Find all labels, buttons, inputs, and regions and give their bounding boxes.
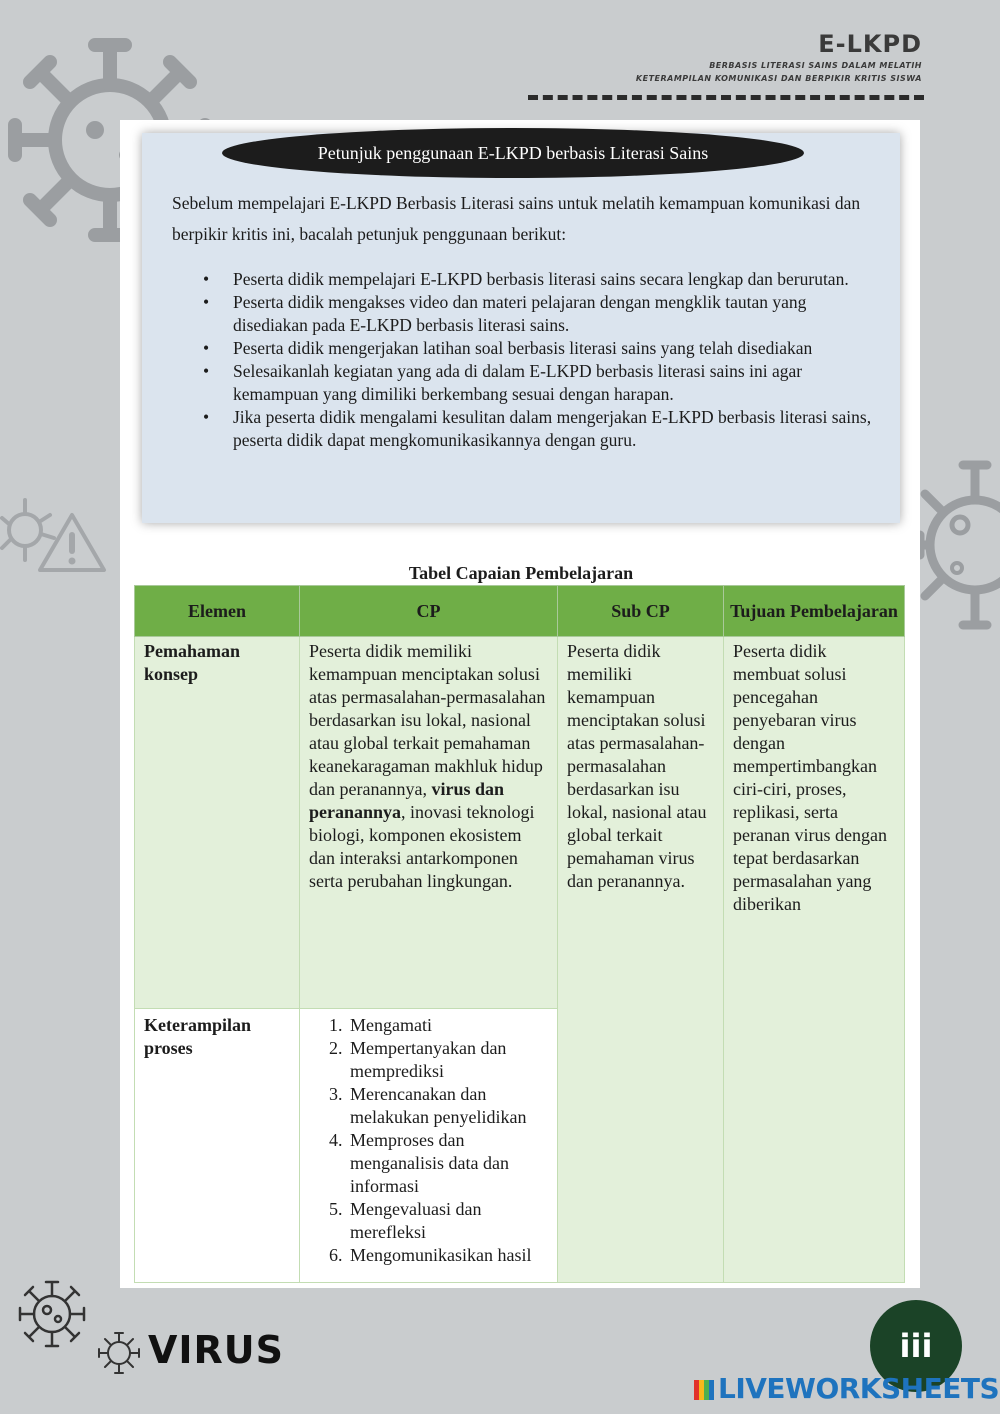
process-step: 3. Merencanakan dan melakukan penyelidikan: [347, 1083, 549, 1129]
tujuan-cell: Peserta didik membuat solusi pencegahan penyebaran virus dengan mempertimbangkan ciri-ciri, proses, replikasi, serta peranan virus dengan tepat berdasarkan permasalahan yang diberikan: [724, 637, 905, 1283]
liveworksheets-watermark: [694, 1372, 999, 1405]
process-steps-list: [309, 1014, 549, 1267]
elemen-label: Pemahaman konsep: [144, 641, 240, 684]
cp-text-part2: , inovasi teknologi biologi, komponen ekosistem dan interaksi antarkomponen serta perubahan lingkungan.: [309, 802, 535, 891]
brand-title: E-LKPD: [818, 30, 922, 58]
capaian-table: [134, 585, 905, 1283]
header-elemen: Elemen: [135, 586, 300, 637]
header-dashed-divider: [528, 95, 924, 100]
instruction-item: • Peserta didik mengakses video dan materi pelajaran dengan mengklik tautan yang disediakan pada E-LKPD berbasis literasi sains.: [233, 291, 878, 337]
virus-label: VIRUS: [148, 1328, 285, 1372]
process-step: 2. Mempertanyakan dan memprediksi: [347, 1037, 549, 1083]
instructions-list: [233, 268, 878, 452]
instruction-item: • Jika peserta didik mengalami kesulitan dalam mengerjakan E-LKPD berbasis literasi sains, peserta didik dapat mengkomunikasikannya dengan guru.: [233, 406, 878, 452]
brand-subtitle-line1: BERBASIS LITERASI SAINS DALAM MELATIH: [709, 61, 922, 70]
process-step: 6. Mengomunikasikan hasil: [347, 1244, 549, 1267]
virus-decoration-right-icon: [915, 450, 1000, 640]
instructions-intro: Sebelum mempelajari E-LKPD Berbasis Literasi sains untuk melatih kemampuan komunikasi dan berpikir kritis ini, bacalah petunjuk penggunaan berikut:: [172, 193, 861, 244]
virus-outline-icon-small: [96, 1330, 142, 1376]
cp-cell: [300, 637, 558, 1009]
virus-outline-icon-large: [14, 1276, 90, 1352]
elemen-label: Keterampilan proses: [144, 1015, 251, 1058]
watermark-text: LIVEWORKSHEETS: [718, 1372, 1000, 1405]
elemen-cell: [135, 637, 300, 1009]
instruction-item: • Peserta didik mengerjakan latihan soal berbasis literasi sains yang telah disediakan: [233, 337, 878, 360]
elemen-cell: [135, 1009, 300, 1283]
instruction-item: • Selesaikanlah kegiatan yang ada di dalam E-LKPD berbasis literasi sains ini agar kemampuan yang dimiliki berkembang sesuai dengan harapan.: [233, 360, 878, 406]
page-number-badge: iii: [870, 1300, 962, 1392]
process-step: 1. Mengamati: [347, 1014, 549, 1037]
liveworksheets-logo-icon: [694, 1380, 714, 1400]
sub-cp-cell: Peserta didik memiliki kemampuan menciptakan solusi atas permasalahan-permasalahan berdasarkan isu lokal, nasional atau global terkait pemahaman virus dan peranannya.: [558, 637, 724, 1283]
brand-subtitle-line2: KETERAMPILAN KOMUNIKASI DAN BERPIKIR KRITIS SISWA: [635, 74, 922, 83]
header-sub-cp: Sub CP: [558, 586, 724, 637]
instruction-item: • Peserta didik mempelajari E-LKPD berbasis literasi sains secara lengkap dan berurutan.: [233, 268, 878, 291]
table-header-row: [135, 586, 905, 637]
table-row: [135, 637, 905, 1009]
cp-text-bold: virus dan peranannya: [309, 779, 504, 822]
cp-text-part1: Peserta didik memiliki kemampuan menciptakan solusi atas permasalahan-permasalahan berdasarkan isu lokal, nasional atau global terkait pemahaman keanekaragaman makhluk hidup dan peranannya,: [309, 641, 546, 799]
table-title: Tabel Capaian Pembelajaran: [408, 563, 634, 583]
instructions-title: Petunjuk penggunaan E-LKPD berbasis Literasi Sains: [222, 128, 804, 178]
steps-cell: [300, 1009, 558, 1283]
process-step: 5. Mengevaluasi dan merefleksi: [347, 1198, 549, 1244]
header-cp: CP: [300, 586, 558, 637]
process-step: 4. Memproses dan menganalisis data dan informasi: [347, 1129, 549, 1198]
header-tujuan: Tujuan Pembelajaran: [724, 586, 905, 637]
